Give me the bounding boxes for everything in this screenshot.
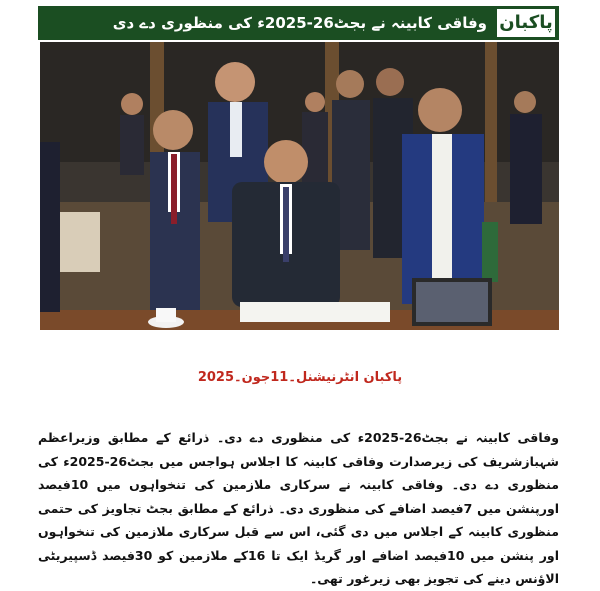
dateline: پاکبان انٹرنیشنل۔11جون۔2025 xyxy=(197,370,403,385)
headline-banner xyxy=(38,6,559,40)
news-photo xyxy=(40,42,559,330)
brand-logo: پاکبان xyxy=(497,9,555,37)
headline-title: وفاقی کابینہ نے بجٹ26-2025ء کی منظوری دے دی xyxy=(112,14,487,32)
article-body: وفاقی کابینہ نے بجٹ26-2025ء کی منظوری دے دی۔ ذرائع کے مطابق وزیراعظم شہبازشریف کی زیرصدارت وفاقی کابینہ کا اجلاس ہواجس میں بجٹ26-2025ء کی منظوری دے دی۔ وفاقی کابینہ نے سرکاری ملازمین کی تنخواہوں میں 10فیصد اورپنشن میں 7فیصد اضافے کی منظوری دی۔ ذرائع کے مطابق بجٹ تجاویز کی حتمی منظوری کابینہ کے اجلاس میں دی گئی، اس سے قبل سرکاری ملازمین کی تنخواہوں اور پنشن میں 10فیصد اضافے اور گریڈ ایک تا 16کے ملازمین کو 30فیصد ڈسپیریٹی الاؤنس دینے کی تجویز بھی زیرغور تھی۔ xyxy=(38,430,559,586)
news-photo-illustration xyxy=(40,42,559,330)
